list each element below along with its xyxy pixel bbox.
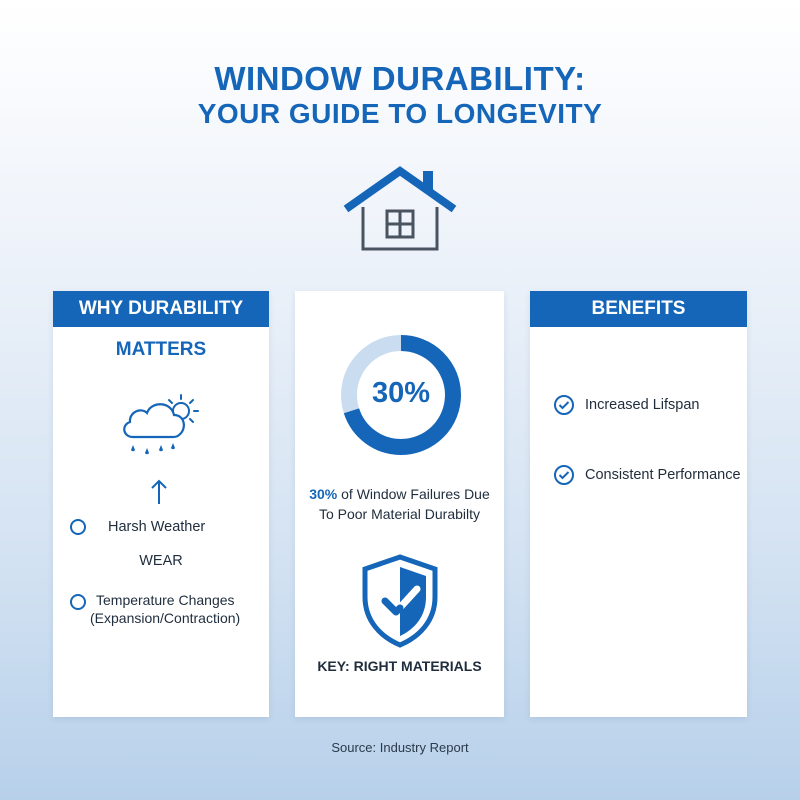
- temperature-changes-label: Temperature Changes: [96, 592, 235, 608]
- shield-check-icon: [359, 553, 441, 649]
- statistic-description: [295, 484, 504, 524]
- check-circle-icon: [553, 394, 575, 416]
- bullet-circle-icon: [70, 594, 86, 610]
- wear-label: WEAR: [139, 553, 183, 569]
- statistic-card: [295, 291, 504, 717]
- statistic-text-line1: of Window Failures Due: [337, 486, 490, 502]
- why-durability-heading: WHY DURABILITY: [53, 291, 269, 327]
- benefit-increased-lifespan: Increased Lifspan: [585, 397, 700, 413]
- benefits-card: [530, 291, 747, 717]
- statistic-highlight: 30%: [309, 486, 338, 502]
- source-note: Source: Industry Report: [331, 740, 469, 755]
- check-circle-icon: [553, 464, 575, 486]
- key-right-materials: KEY: RIGHT MATERIALS: [317, 658, 482, 674]
- bullet-circle-icon: [70, 519, 86, 535]
- rain-cloud-sun-icon: [119, 391, 207, 457]
- arrow-up-icon: [149, 478, 169, 506]
- harsh-weather-label: Harsh Weather: [108, 519, 206, 535]
- why-durability-card: [53, 291, 269, 717]
- benefits-heading: BENEFITS: [530, 291, 747, 327]
- page-title-line2: YOUR GUIDE TO LONGEVITY: [197, 98, 603, 129]
- house-icon: [343, 165, 457, 253]
- benefit-consistent-performance: Consistent Performance: [585, 467, 741, 483]
- expansion-contraction-label: (Expansion/Contraction): [90, 610, 241, 626]
- page-title-line1: WINDOW DURABILITY:: [214, 60, 586, 97]
- percent-value: 30%: [371, 377, 431, 409]
- matters-subheading: MATTERS: [115, 339, 207, 360]
- statistic-text-line2: To Poor Material Durabilty: [318, 506, 481, 522]
